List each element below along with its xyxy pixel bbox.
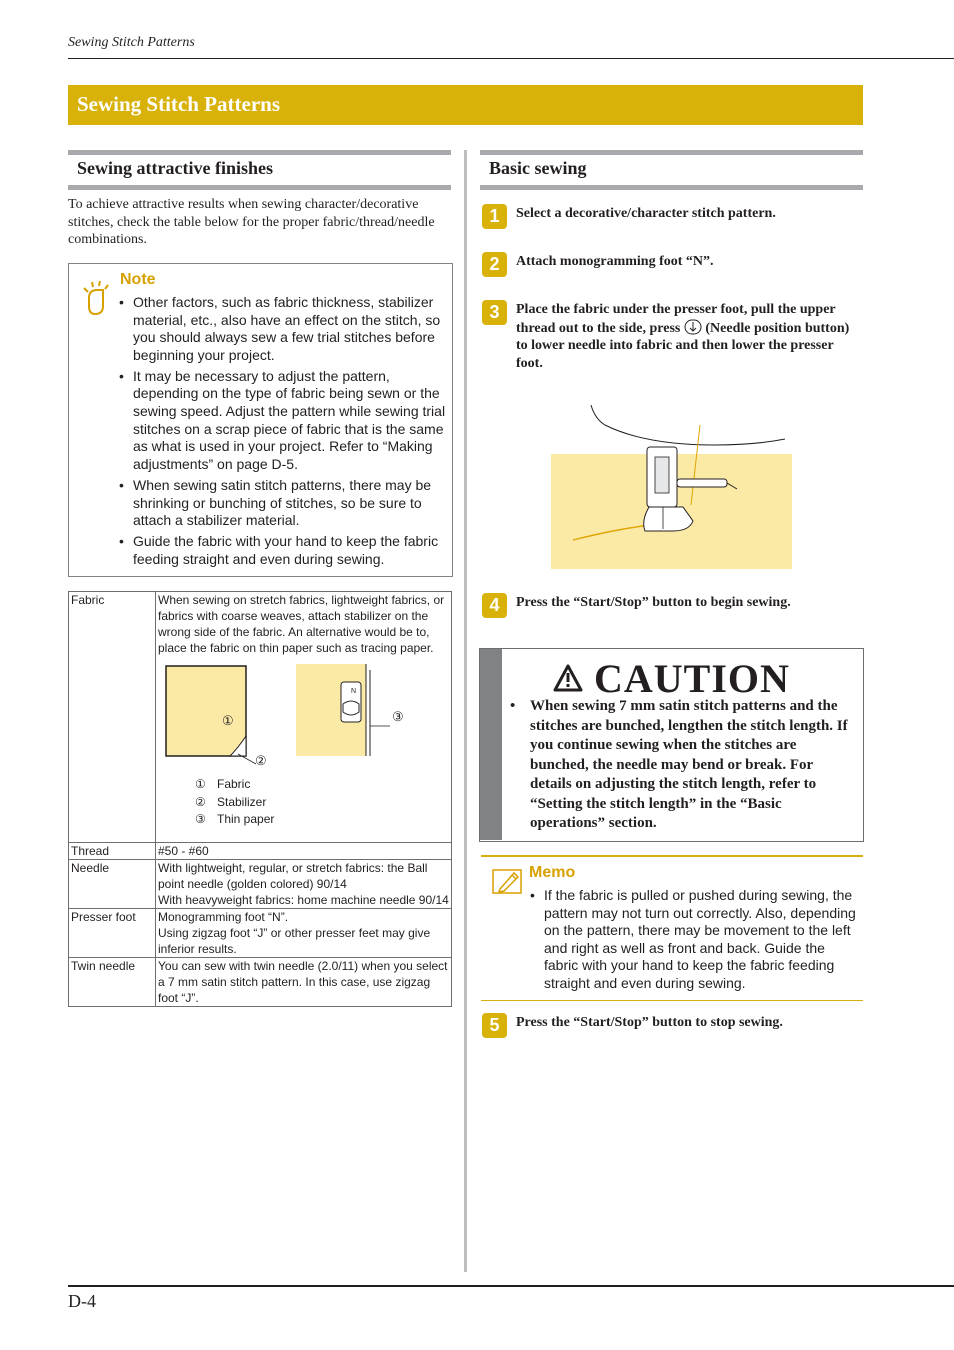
step-number-4: 4 — [482, 593, 507, 618]
table-value-thread: #50 - #60 — [156, 843, 452, 860]
fabric-figure — [158, 656, 449, 842]
table-row-twin-needle — [69, 958, 452, 1007]
memo-title: Memo — [529, 864, 576, 881]
table-value-needle — [156, 860, 452, 909]
needle-text-1: With lightweight, regular, or stretch fabrics: the Ball point needle (golden colored) 90/14 — [158, 861, 428, 891]
memo-item: • If the fabric is pulled or pushed during sewing, the pattern may not turn out correctly. Also, depending on the pattern, there may be movement to the left and right as well as front and back. Guide the fabric with your hand to keep the fabric feeding straight and even during sewing. — [530, 887, 860, 993]
needle-position-button-icon — [684, 319, 702, 335]
table-row-thread — [69, 843, 452, 860]
table-key-fabric: Fabric — [69, 592, 156, 843]
section-title: Sewing Stitch Patterns — [77, 92, 280, 116]
note-title: Note — [120, 271, 156, 288]
step-number-2: 2 — [482, 252, 507, 277]
legend-fabric: ① Fabric — [195, 777, 251, 791]
warning-triangle-icon — [553, 664, 583, 692]
spec-table — [68, 591, 452, 1007]
presser-foot-illustration — [551, 405, 792, 569]
memo-pencil-icon — [492, 867, 524, 895]
step-3-text-a: Place the fabric under the presser foot, pull the upper thread out to the side, press — [516, 302, 836, 336]
memo-bottom-rule — [481, 1000, 863, 1001]
subhead-rule-top — [68, 150, 451, 155]
header-rule — [68, 58, 954, 59]
subhead-text: Sewing attractive finishes — [77, 158, 273, 178]
note-item: • Guide the fabric with your hand to keep the fabric feeding straight and even during sewing. — [119, 533, 447, 568]
caution-side-bar — [480, 649, 502, 840]
table-row-presser-foot — [69, 909, 452, 958]
step-text-3 — [516, 301, 861, 372]
step-text-5: Press the “Start/Stop” button to stop sewing. — [516, 1015, 783, 1030]
callout-thin-paper: ③ — [392, 709, 404, 724]
legend-stabilizer: ② Stabilizer — [195, 795, 267, 809]
subhead-basic-sewing — [480, 150, 863, 190]
subhead-attractive-finishes — [68, 150, 451, 190]
table-value-fabric — [156, 592, 452, 843]
needle-text-2: With heavyweight fabrics: home machine needle 90/14 — [158, 893, 449, 907]
table-key-needle: Needle — [69, 860, 156, 909]
caution-title: CAUTION — [594, 656, 790, 701]
table-row-fabric — [69, 592, 452, 843]
footer-rule — [68, 1285, 954, 1287]
table-row-needle — [69, 860, 452, 909]
step-number-1: 1 — [482, 204, 507, 229]
callout-fabric: ① — [222, 713, 234, 728]
memo-top-rule — [481, 855, 863, 857]
table-value-twin-needle: You can sew with twin needle (2.0/11) when you select a 7 mm satin stitch pattern. In this case, use zigzag foot “J”. — [156, 958, 452, 1007]
note-list — [119, 294, 447, 572]
table-key-twin-needle: Twin needle — [69, 958, 156, 1007]
note-item: • It may be necessary to adjust the pattern, depending on the type of fabric being sewn or the sewing speed. Adjust the pattern while sewing trial stitches on a scrap piece of fabric that is the same as what is used in your project. Refer to “Making adjustments” on page D-5. — [119, 368, 447, 474]
running-header: Sewing Stitch Patterns — [68, 35, 195, 50]
caution-list — [510, 697, 856, 834]
presser-text-1: Monogramming foot “N”. — [158, 910, 289, 924]
step-3-text-b: (Needle position button) to lower needle into fabric and then lower the presser foot. — [516, 320, 850, 371]
table-key-presser-foot: Presser foot — [69, 909, 156, 958]
caution-item: • When sewing 7 mm satin stitch patterns and the stitches are bunched, lengthen the stitch length. If you continue sewing when the stitches are bunched, the needle may bend or break. For details on adjusting the stitch length, refer to “Setting the stitch length” in the “Basic operations” section. — [510, 697, 856, 834]
step-text-1: Select a decorative/character stitch pattern. — [516, 206, 776, 221]
step-number-3: 3 — [482, 300, 507, 325]
page-number: D-4 — [68, 1291, 96, 1311]
subhead-text: Basic sewing — [489, 158, 587, 178]
column-divider — [464, 150, 467, 1272]
callout-stabilizer: ② — [255, 753, 267, 768]
legend-thin-paper: ③ Thin paper — [195, 812, 275, 826]
memo-list — [530, 887, 860, 993]
step-text-4: Press the “Start/Stop” button to begin sewing. — [516, 595, 791, 610]
fabric-text: When sewing on stretch fabrics, lightweight fabrics, or fabrics with coarse weaves, attach stabilizer on the wrong side of the fabric. An alternative would be to, place the fabric on thin paper such as tracing paper. — [158, 593, 445, 655]
table-key-thread: Thread — [69, 843, 156, 860]
note-item: • When sewing satin stitch patterns, there may be shrinking or bunching of stitches, so be sure to attach a stabilizer material. — [119, 477, 447, 530]
step-number-5: 5 — [482, 1013, 507, 1038]
lightbulb-icon — [78, 276, 114, 320]
step-text-2: Attach monogramming foot “N”. — [516, 254, 714, 269]
foot-letter: N — [351, 688, 357, 695]
subhead-rule-bottom — [68, 185, 451, 190]
intro-paragraph: To achieve attractive results when sewing character/decorative stitches, check the table below for the proper fabric/thread/needle combinations. — [68, 197, 435, 247]
presser-text-2: Using zigzag foot “J” or other presser feet may give inferior results. — [158, 926, 431, 956]
subhead-rule-bottom — [480, 185, 863, 190]
table-value-presser-foot — [156, 909, 452, 958]
subhead-rule-top — [480, 150, 863, 155]
note-item: • Other factors, such as fabric thickness, stabilizer material, etc., also have an effect on the stitch, so you should always sew a few trial stitches before beginning your project. — [119, 294, 447, 364]
